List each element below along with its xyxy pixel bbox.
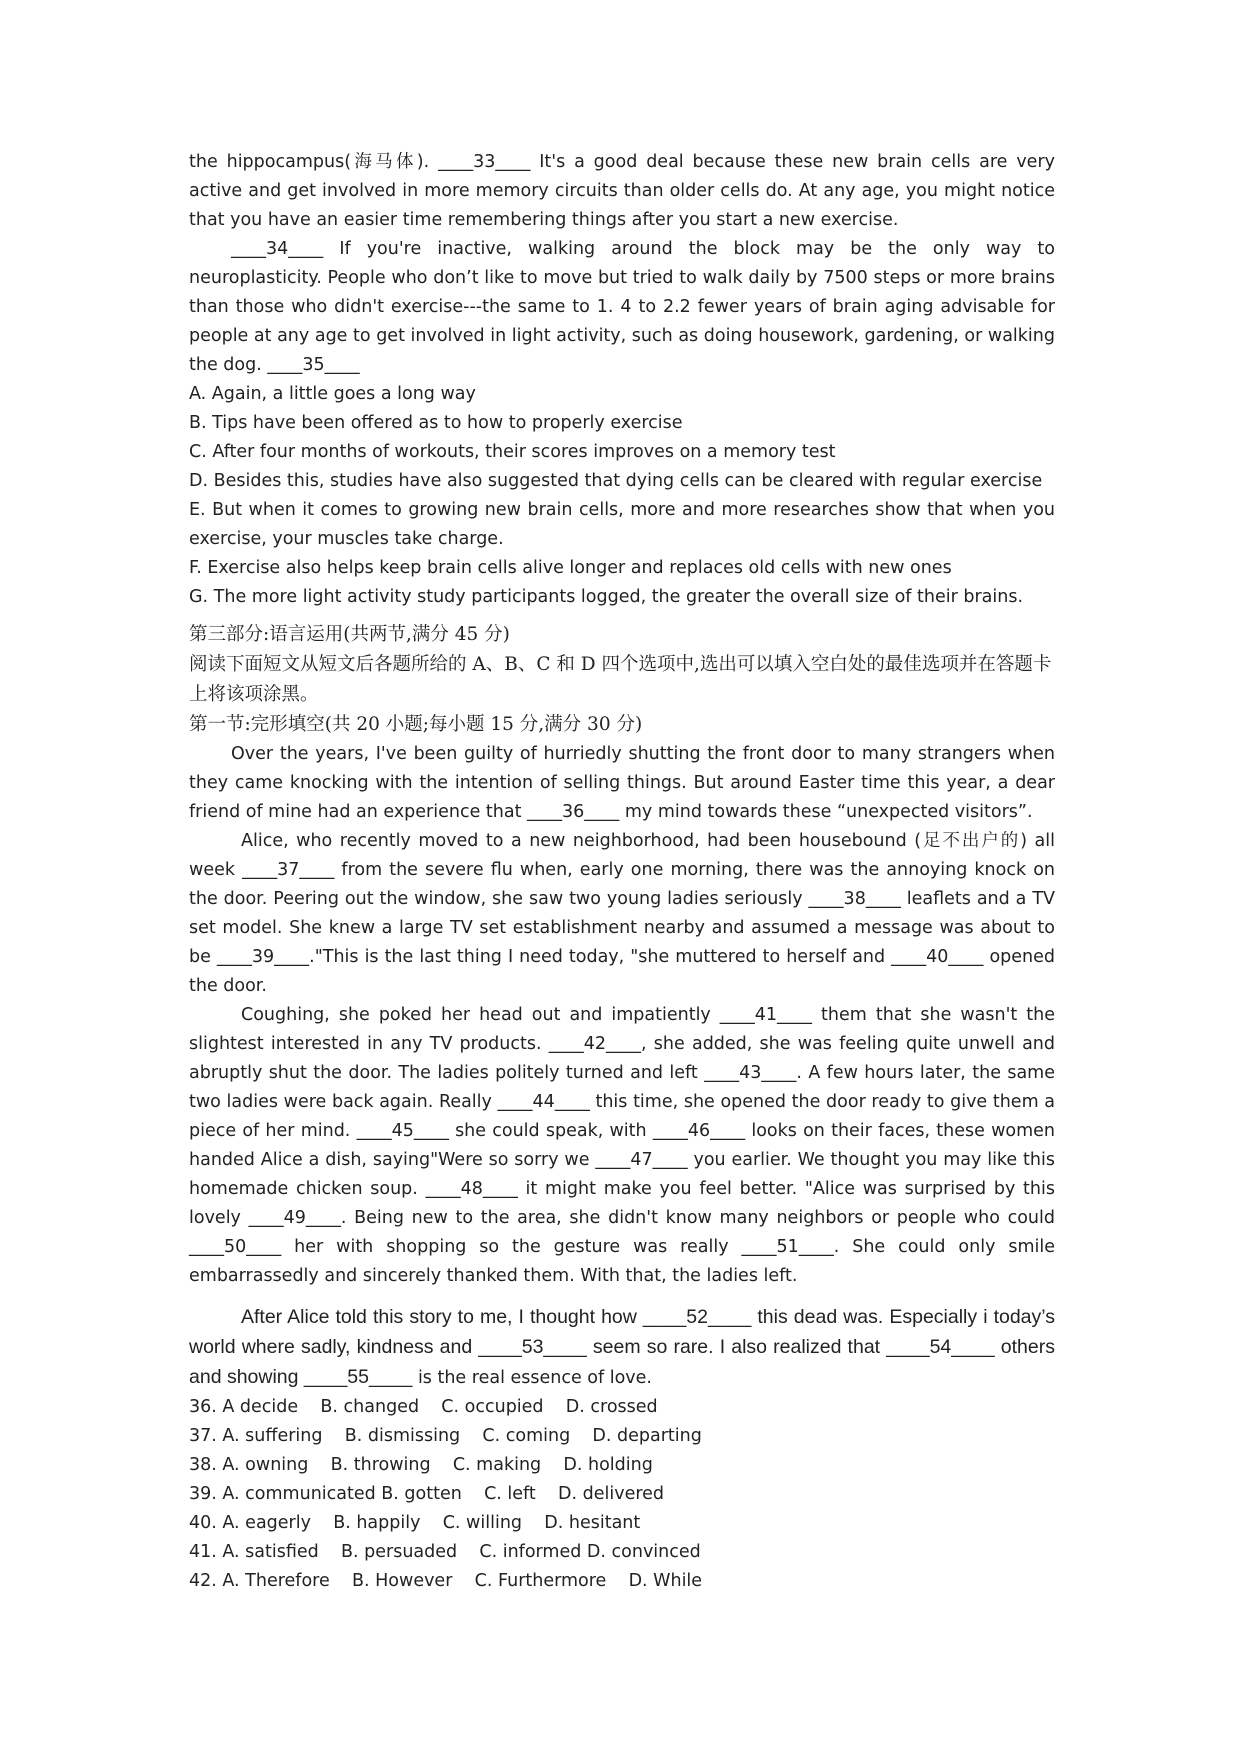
cloze-paragraph-4-end: is the real essence of love. <box>412 1368 652 1388</box>
option-d: D. Besides this, studies have also suggested that dying cells can be cleared with regular exercise <box>189 471 1043 491</box>
question-40: 40. A. eagerly B. happily C. willing D. hesitant <box>189 1513 641 1533</box>
cloze-paragraph-4-main: After Alice told this story to me, I thought how ____52____ this dead was. Especially i today’s world where sadly, kindness and ____53____ seem so rare. I also realized that ____54____ others and showing ____55____ <box>189 1306 1055 1388</box>
question-list <box>189 1393 1055 1596</box>
reading-paragraph-1: the hippocampus(海马体). ____33____ It's a good deal because these new brain cells are very active and get involved in more memory circuits than older cells do. At any age, you might notice that you have an easier time remembering things after you start a new exercise. <box>189 152 1055 230</box>
option-e: E. But when it comes to growing new brain cells, more and more researches show that when you exercise, your muscles take charge. <box>189 500 1055 549</box>
cloze-paragraph-1: Over the years, I've been guilty of hurriedly shutting the front door to many strangers when they came knocking with the intention of selling things. But around Easter time this year, a dear friend of mine had an experience that ____36____ my mind towards these “unexpected visitors”. <box>189 744 1055 822</box>
question-38: 38. A. owning B. throwing C. making D. holding <box>189 1455 653 1475</box>
reading-options <box>189 380 1055 612</box>
section-sub-heading: 第一节:完形填空(共 20 小题;每小题 15 分,满分 30 分) <box>189 714 643 735</box>
section-instruction: 阅读下面短文从短文后各题所给的 A、B、C 和 D 四个选项中,选出可以填入空白处的最佳选项并在答题卡上将该项涂黑。 <box>189 654 1052 705</box>
option-c: C. After four months of workouts, their scores improves on a memory test <box>189 442 836 462</box>
question-37: 37. A. suffering B. dismissing C. coming D. departing <box>189 1426 702 1446</box>
cloze-paragraph-2: Alice, who recently moved to a new neighborhood, had been housebound (足不出户的) all week ____37____ from the severe flu when, early one morning, there was the annoying knock on the door. Peering out the window, she saw two young ladies seriously ____38____ leaflets and a TV set model. She knew a large TV set establishment nearby and assumed a message was about to be ____39____."This is the last thing I need today, "she muttered to herself and ____40____ opened the door. <box>189 831 1055 996</box>
question-42: 42. A. Therefore B. However C. Furthermore D. While <box>189 1571 703 1591</box>
section-heading: 第三部分:语言运用(共两节,满分 45 分) <box>189 624 510 645</box>
option-g: G. The more light activity study participants logged, the greater the overall size of their brains. <box>189 587 1024 607</box>
option-a: A. Again, a little goes a long way <box>189 384 476 404</box>
option-b: B. Tips have been offered as to how to properly exercise <box>189 413 683 433</box>
cloze-paragraph-4 <box>189 1303 1055 1393</box>
option-f: F. Exercise also helps keep brain cells alive longer and replaces old cells with new ones <box>189 558 952 578</box>
cloze-paragraph-3: Coughing, she poked her head out and impatiently ____41____ them that she wasn't the slightest interested in any TV products. ____42____, she added, she was feeling quite unwell and abruptly shut the door. The ladies politely turned and left ____43____. A few hours later, the same two ladies were back again. Really ____44____ this time, she opened the door ready to give them a piece of her mind. ____45____ she could speak, with ____46____ looks on their faces, these women handed Alice a dish, saying"Were so sorry we ____47____ you earlier. We thought you may like this homemade chicken soup. ____48____ it might make you feel better. "Alice was surprised by this lovely ____49____. Being new to the area, she didn't know many neighbors or people who could ____50____ her with shopping so the gesture was really ____51____. She could only smile embarrassedly and sincerely thanked them. With that, the ladies left. <box>189 1005 1055 1286</box>
question-36: 36. A decide B. changed C. occupied D. crossed <box>189 1397 658 1417</box>
reading-paragraph-2: ____34____ If you're inactive, walking around the block may be the only way to neuroplasticity. People who don’t like to move but tried to walk daily by 7500 steps or more brains than those who didn't exercise---the same to 1. 4 to 2.2 fewer years of brain aging advisable for people at any age to get involved in light activity, such as doing housework, gardening, or walking the dog. ____35____ <box>189 239 1055 375</box>
exam-page <box>189 148 1055 1596</box>
question-39: 39. A. communicated B. gotten C. left D. delivered <box>189 1484 665 1504</box>
question-41: 41. A. satisfied B. persuaded C. informed D. convinced <box>189 1542 701 1562</box>
